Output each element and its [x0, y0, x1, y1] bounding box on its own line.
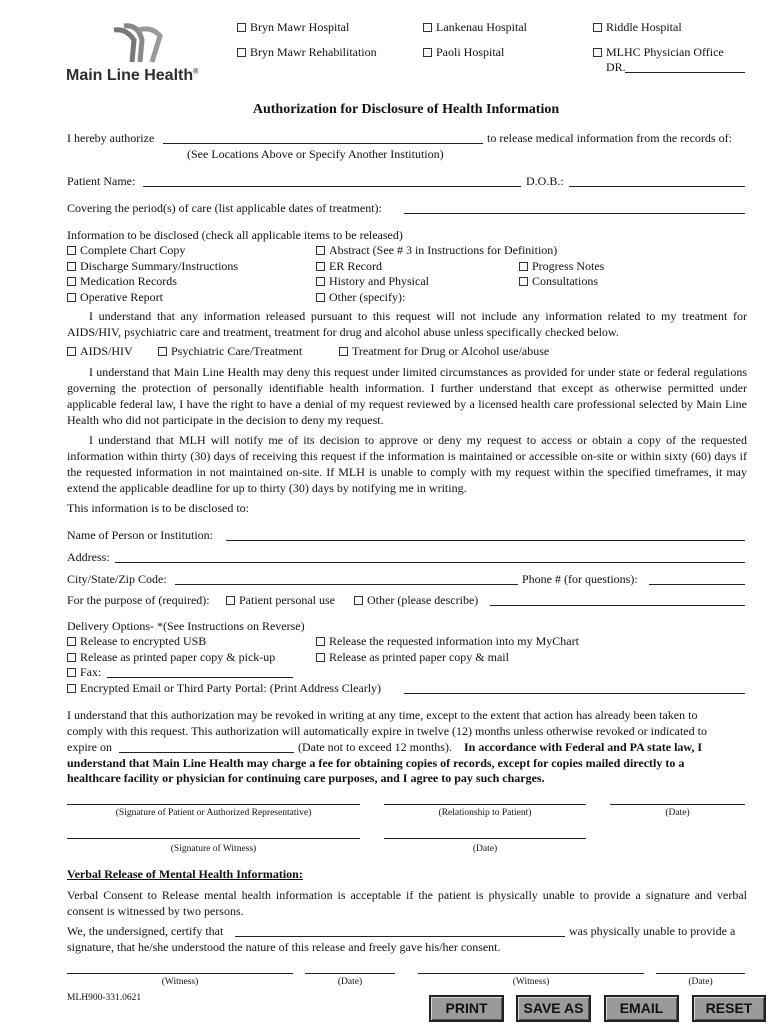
notification-paragraph: I understand that MLH will notify me of its decision to approve or deny my request to access or obtain a copy of the requested information within thirty (30) days of receiving this request if the information is maintained or accessible on-site or within sixty (60) days if the requested information in not maintained on-site. If MLH is unable to comply with my request within the specified timeframes, it may extend the applicable deadline for up to thirty (30) days by notifying me in writing.: [67, 433, 747, 495]
special-label: Psychiatric Care/Treatment: [171, 344, 303, 358]
checkbox[interactable]: [316, 637, 325, 646]
info-label: Consultations: [532, 274, 599, 288]
special-label: AIDS/HIV: [80, 344, 133, 358]
delivery-option-label: Fax:: [80, 665, 102, 679]
patient-name-label: Patient Name:: [67, 174, 136, 188]
checkbox[interactable]: [67, 293, 76, 302]
print-button[interactable]: PRINT: [429, 995, 504, 1022]
checkbox[interactable]: [316, 262, 325, 271]
info-label: Medication Records: [80, 274, 177, 288]
checkbox[interactable]: [67, 262, 76, 271]
revoke-bold-3: In accordance with Federal and PA state law, I: [464, 740, 703, 754]
period-label: Covering the period(s) of care (list applicable dates of treatment):: [67, 201, 382, 215]
delivery-option-label: Release the requested information into my MyChart: [329, 634, 579, 648]
verbal-date-2-field[interactable]: [656, 973, 745, 974]
purpose-label: For the purpose of (required):: [67, 593, 210, 607]
certify-prefix: We, the undersigned, certify that: [67, 924, 224, 938]
checkbox[interactable]: [67, 246, 76, 255]
checkbox[interactable]: [593, 23, 602, 32]
disclosed-to-label: This information is to be disclosed to:: [67, 501, 249, 515]
logo: [66, 22, 216, 86]
special-drug-alcohol[interactable]: [339, 344, 549, 359]
revoke-bold-5: healthcare facility or physician for continuing care purposes, and I agree to pay such charges.: [67, 771, 545, 785]
checkbox[interactable]: [316, 293, 325, 302]
info-label: Complete Chart Copy: [80, 243, 186, 257]
info-abstract[interactable]: [316, 243, 557, 258]
patient-signature-field[interactable]: [67, 804, 360, 805]
special-label: Treatment for Drug or Alcohol use/abuse: [352, 344, 550, 358]
info-history-physical[interactable]: [316, 274, 429, 289]
exclusion-paragraph: I understand that any information released pursuant to this request will not include any information related to my treatment for AIDS/HIV, psychiatric care and treatment, treatment for drug and alcohol abuse unless specifically checked below.: [67, 309, 747, 339]
patient-signature-caption: (Signature of Patient or Authorized Representative): [115, 808, 312, 818]
dr-label: DR.: [606, 60, 626, 74]
location-label: Bryn Mawr Rehabilitation: [250, 45, 377, 59]
email-button[interactable]: EMAIL: [604, 995, 679, 1022]
city-field[interactable]: [175, 584, 518, 585]
verbal-witness-2-field[interactable]: [418, 973, 644, 974]
verbal-witness-1-field[interactable]: [67, 973, 293, 974]
dr-field[interactable]: [625, 72, 745, 73]
expire-date-field[interactable]: [119, 752, 294, 753]
delivery-option-label: Release as printed paper copy & mail: [329, 650, 509, 664]
patient-name-field[interactable]: [143, 186, 521, 187]
delivery-email[interactable]: [67, 681, 381, 696]
delivery-usb[interactable]: [67, 634, 206, 649]
certify-suffix: was physically unable to provide a: [569, 924, 736, 938]
form-code: MLH900-331.0621: [67, 993, 142, 1003]
city-label: City/State/Zip Code:: [67, 572, 167, 586]
registered-mark: ®: [193, 68, 199, 76]
checkbox[interactable]: [354, 596, 363, 605]
checkbox[interactable]: [423, 23, 432, 32]
checkbox[interactable]: [237, 48, 246, 57]
verbal-text: Verbal Consent to Release mental health information is acceptable if the patient is physically unable to provide a signature and verbal consent is witnessed by two persons.: [67, 888, 747, 918]
phone-field[interactable]: [649, 584, 745, 585]
info-header: Information to be disclosed (check all applicable items to be released): [67, 228, 403, 242]
revoke-date-note: (Date not to exceed 12 months).: [298, 740, 452, 754]
checkbox[interactable]: [316, 653, 325, 662]
info-label: Progress Notes: [532, 259, 605, 273]
verbal-witness-2-caption: (Witness): [512, 977, 550, 987]
checkbox[interactable]: [316, 246, 325, 255]
revoke-bold-4: understand that Main Line Health may charge a fee for obtaining copies of records, except for copies mailed directly to a: [67, 756, 685, 770]
checkbox[interactable]: [67, 347, 76, 356]
delivery-pickup[interactable]: [67, 650, 275, 665]
witness-signature-caption: (Signature of Witness): [170, 844, 257, 854]
info-discharge-summary[interactable]: [67, 259, 238, 274]
patient-date-caption: (Date): [665, 808, 690, 818]
certify-line-2: signature, that he/she understood the nature of this release and freely gave his/her consent.: [67, 940, 501, 954]
location-lankenau-hospital[interactable]: [423, 20, 527, 35]
info-consultations[interactable]: [519, 274, 598, 289]
certify-patient-field[interactable]: [235, 936, 565, 937]
relationship-field[interactable]: [384, 804, 586, 805]
email-field[interactable]: [404, 693, 745, 694]
checkbox[interactable]: [339, 347, 348, 356]
reset-button[interactable]: RESET: [692, 995, 766, 1022]
denial-paragraph: I understand that Main Line Health may deny this request under limited circumstances as provided for under state or federal regulations governing the protection of personally identifiable health information. I further understand that except as otherwise permitted under applicable federal law, I have the right to have a denial of my request reviewed by a licensed health care professional selected by Main Line Health who did not participate in the decision to deny my request.: [67, 365, 747, 427]
purpose-other-field[interactable]: [490, 605, 745, 606]
checkbox[interactable]: [316, 277, 325, 286]
info-other[interactable]: [316, 290, 405, 305]
recipient-name-label: Name of Person or Institution:: [67, 528, 213, 542]
delivery-option-label: Release as printed paper copy & pick-up: [80, 650, 276, 664]
info-label: Operative Report: [80, 290, 163, 304]
location-label: Bryn Mawr Hospital: [250, 20, 350, 34]
logo-text: Main Line Health: [66, 67, 194, 84]
delivery-mail[interactable]: [316, 650, 509, 665]
checkbox[interactable]: [67, 637, 76, 646]
authorize-suffix: to release medical information from the records of:: [487, 131, 732, 145]
special-aids-hiv[interactable]: [67, 344, 133, 359]
revoke-expire-label: expire on: [67, 740, 112, 754]
address-field[interactable]: [115, 562, 745, 563]
authorize-hint: (See Locations Above or Specify Another Institution): [187, 147, 444, 161]
delivery-option-label: Encrypted Email or Third Party Portal: (Print Address Clearly): [80, 681, 382, 695]
main-line-health-logo-mark: [112, 22, 164, 64]
delivery-option-label: Release to encrypted USB: [80, 634, 207, 648]
relationship-caption: (Relationship to Patient): [438, 808, 532, 818]
checkbox[interactable]: [423, 48, 432, 57]
location-bryn-mawr-hospital[interactable]: [237, 20, 349, 35]
address-label: Address:: [67, 550, 110, 564]
purpose-option-label: Other (please describe): [367, 593, 479, 607]
checkbox[interactable]: [158, 347, 167, 356]
purpose-option-label: Patient personal use: [239, 593, 335, 607]
page-title: Authorization for Disclosure of Health Information: [252, 102, 560, 117]
witness-signature-field[interactable]: [67, 838, 360, 839]
verbal-date-1-field[interactable]: [305, 973, 395, 974]
location-label: Riddle Hospital: [606, 20, 682, 34]
save-as-button[interactable]: SAVE AS: [516, 995, 591, 1022]
info-operative-report[interactable]: [67, 290, 163, 305]
info-complete-chart[interactable]: [67, 243, 185, 258]
special-psychiatric[interactable]: [158, 344, 302, 359]
checkbox[interactable]: [593, 48, 602, 57]
info-label: Abstract (See # 3 in Instructions for Definition): [329, 243, 558, 257]
verbal-heading: Verbal Release of Mental Health Information:: [67, 867, 303, 881]
checkbox[interactable]: [237, 23, 246, 32]
info-label: Other (specify):: [329, 290, 406, 304]
checkbox[interactable]: [67, 653, 76, 662]
checkbox[interactable]: [519, 277, 528, 286]
dob-field[interactable]: [569, 186, 745, 187]
authorize-field[interactable]: [163, 143, 483, 144]
purpose-personal-use[interactable]: [226, 593, 335, 608]
location-label: MLHC Physician Office: [606, 45, 724, 59]
checkbox[interactable]: [226, 596, 235, 605]
period-field[interactable]: [404, 213, 745, 214]
purpose-other[interactable]: [354, 593, 478, 608]
checkbox[interactable]: [519, 262, 528, 271]
location-label: Paoli Hospital: [436, 45, 505, 59]
checkbox[interactable]: [67, 684, 76, 693]
info-label: History and Physical: [329, 274, 429, 288]
checkbox[interactable]: [67, 668, 76, 677]
info-medication-records[interactable]: [67, 274, 177, 289]
delivery-fax[interactable]: [67, 665, 101, 680]
verbal-date-1-caption: (Date): [337, 977, 363, 987]
delivery-mychart[interactable]: [316, 634, 579, 649]
location-mlhc-physician-office[interactable]: [593, 45, 724, 60]
phone-label: Phone # (for questions):: [522, 572, 638, 586]
verbal-date-2-caption: (Date): [688, 977, 713, 987]
location-paoli-hospital[interactable]: [423, 45, 504, 60]
info-label: Discharge Summary/Instructions: [80, 259, 239, 273]
location-riddle-hospital[interactable]: [593, 20, 682, 35]
verbal-witness-1-caption: (Witness): [161, 977, 199, 987]
witness-date-caption: (Date): [472, 844, 498, 854]
patient-date-field[interactable]: [610, 804, 745, 805]
fax-field[interactable]: [107, 677, 293, 678]
checkbox[interactable]: [67, 277, 76, 286]
info-label: ER Record: [329, 259, 382, 273]
delivery-header: Delivery Options- *(See Instructions on Reverse): [67, 619, 305, 633]
location-label: Lankenau Hospital: [436, 20, 527, 34]
revoke-line-2: comply with this request. This authorization will automatically expire in twelve (12) months unless otherwise revoked or indicated to: [67, 724, 707, 738]
info-er-record[interactable]: [316, 259, 382, 274]
dob-label: D.O.B.:: [526, 174, 564, 188]
location-bryn-mawr-rehab[interactable]: [237, 45, 377, 60]
info-progress-notes[interactable]: [519, 259, 604, 274]
recipient-name-field[interactable]: [226, 540, 745, 541]
revoke-line-1: I understand that this authorization may be revoked in writing at any time, except to the extent that action has already been taken to: [67, 708, 698, 722]
witness-date-field[interactable]: [384, 838, 586, 839]
authorize-prefix: I hereby authorize: [67, 131, 155, 145]
